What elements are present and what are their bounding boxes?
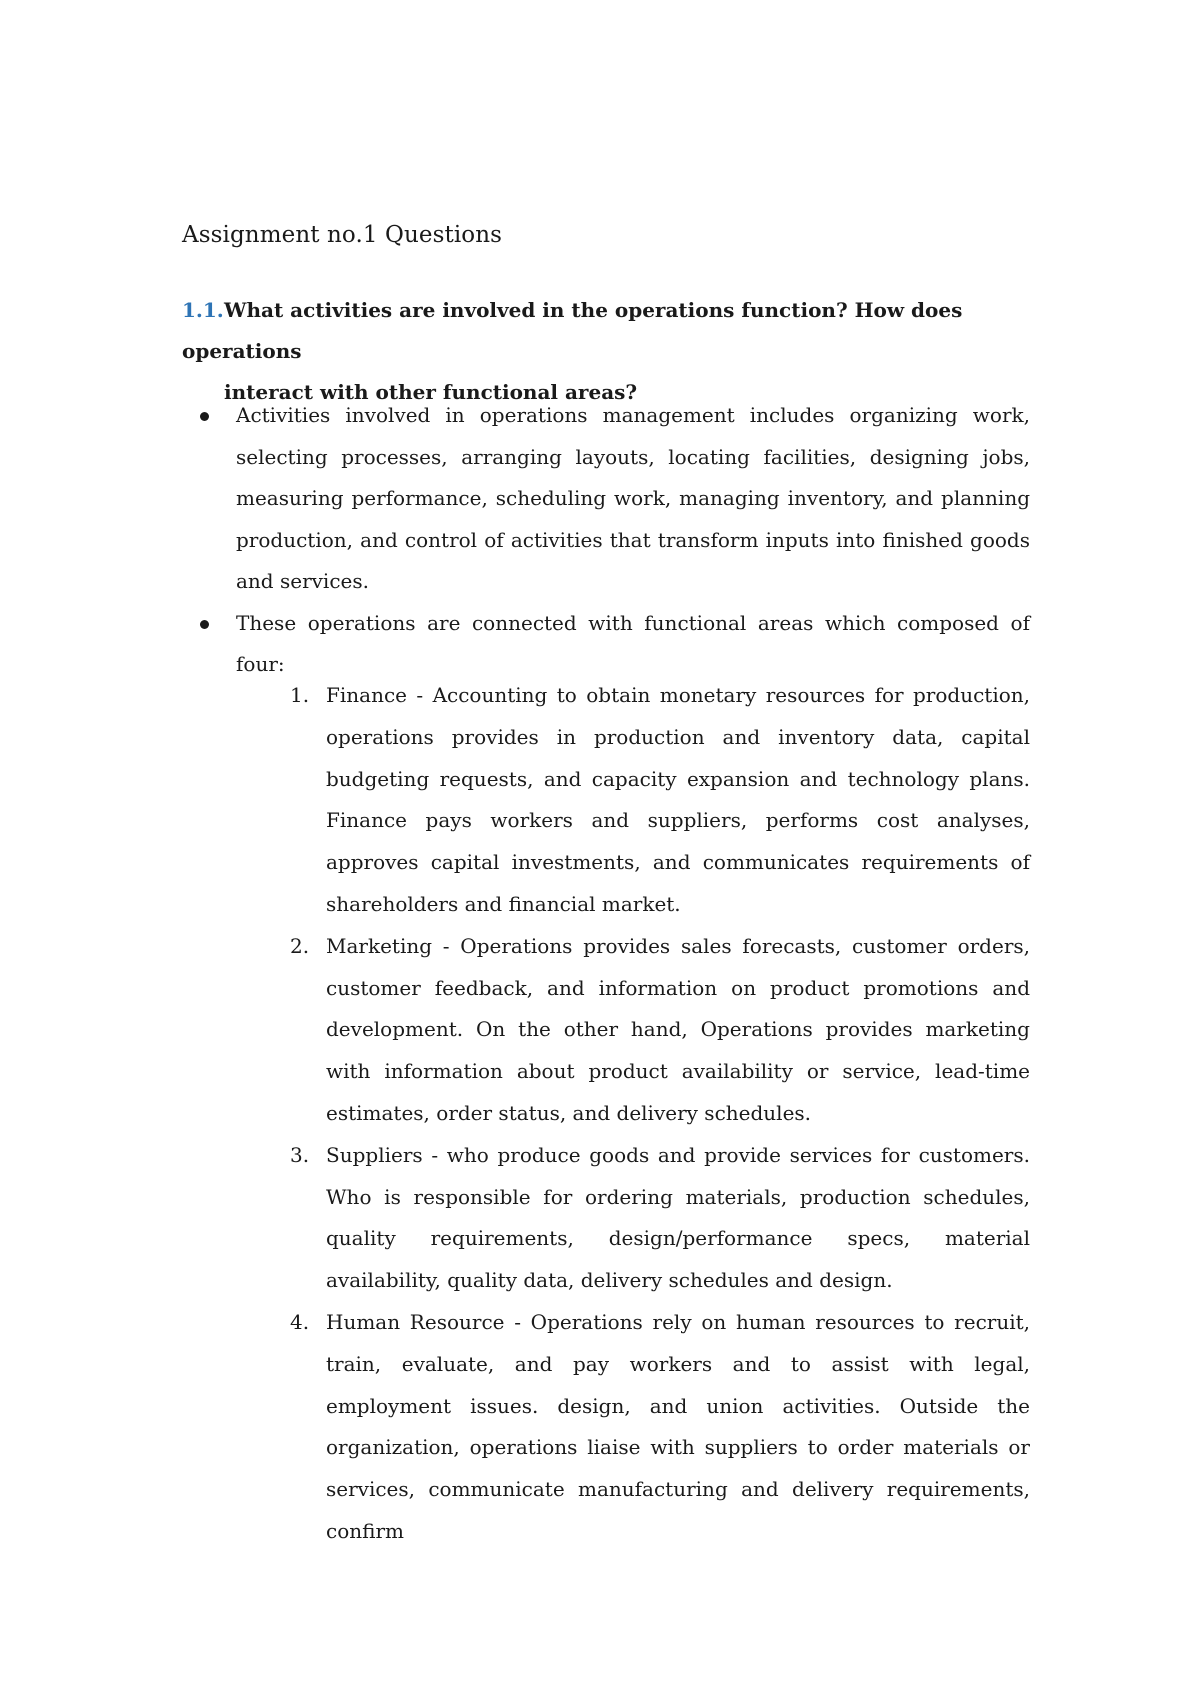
item-number: 4.	[290, 1309, 310, 1334]
item-text: Human Resource - Operations rely on human resources to recruit, train, evaluate, and pay workers and to assist with legal, employment issues. design, and union activities. Outside the organization, operations liaise with suppliers to order materials or services, communicate manufacturing and delivery requirements, confirm	[326, 1309, 1030, 1543]
bullet-text: Activities involved in operations management includes organizing work, selecting processes, arranging layouts, locating facilities, designing jobs, measuring performance, scheduling work, managing inventory, and planning production, and control of activities that transform inputs into finished goods and services.	[236, 403, 1030, 593]
item-number: 3.	[290, 1142, 310, 1167]
bullet-item	[200, 603, 1030, 686]
item-text: Suppliers - who produce goods and provide services for customers. Who is responsible for ordering materials, production schedules, quality requirements, design/performance specs, material availability, quality data, delivery schedules and design.	[326, 1142, 1030, 1293]
numbered-item	[290, 926, 1030, 1135]
item-text: Marketing - Operations provides sales forecasts, customer orders, customer feedback, and information on product promotions and development. On the other hand, Operations provides marketing with information about product availability or service, lead-time estimates, order status, and delivery schedules.	[326, 933, 1030, 1125]
bullet-icon	[200, 412, 209, 421]
question-text-line-1: What activities are involved in the operations function? How does operations	[182, 298, 963, 363]
numbered-item	[290, 1302, 1030, 1553]
answer-bullet-list	[200, 395, 1030, 686]
document-title: Assignment no.1 Questions	[182, 222, 503, 248]
item-number: 1.	[290, 683, 310, 707]
bullet-text: These operations are connected with functional areas which composed of four:	[236, 610, 1030, 676]
question-text-line-2: interact with other functional areas?	[224, 380, 638, 404]
numbered-item	[290, 675, 1030, 926]
functional-areas-list	[290, 675, 1030, 1553]
numbered-item	[290, 1135, 1030, 1302]
item-number: 2.	[290, 933, 310, 958]
bullet-icon	[200, 620, 209, 629]
question-number: 1.1.	[182, 298, 224, 322]
bullet-item	[200, 395, 1030, 603]
item-text: Finance - Accounting to obtain monetary resources for production, operations provides in production and inventory data, capital budgeting requests, and capacity expansion and technology plans. Finance pays workers and suppliers, performs cost analyses, approves capital investments, and communicates requirements of shareholders and financial market.	[326, 683, 1030, 916]
